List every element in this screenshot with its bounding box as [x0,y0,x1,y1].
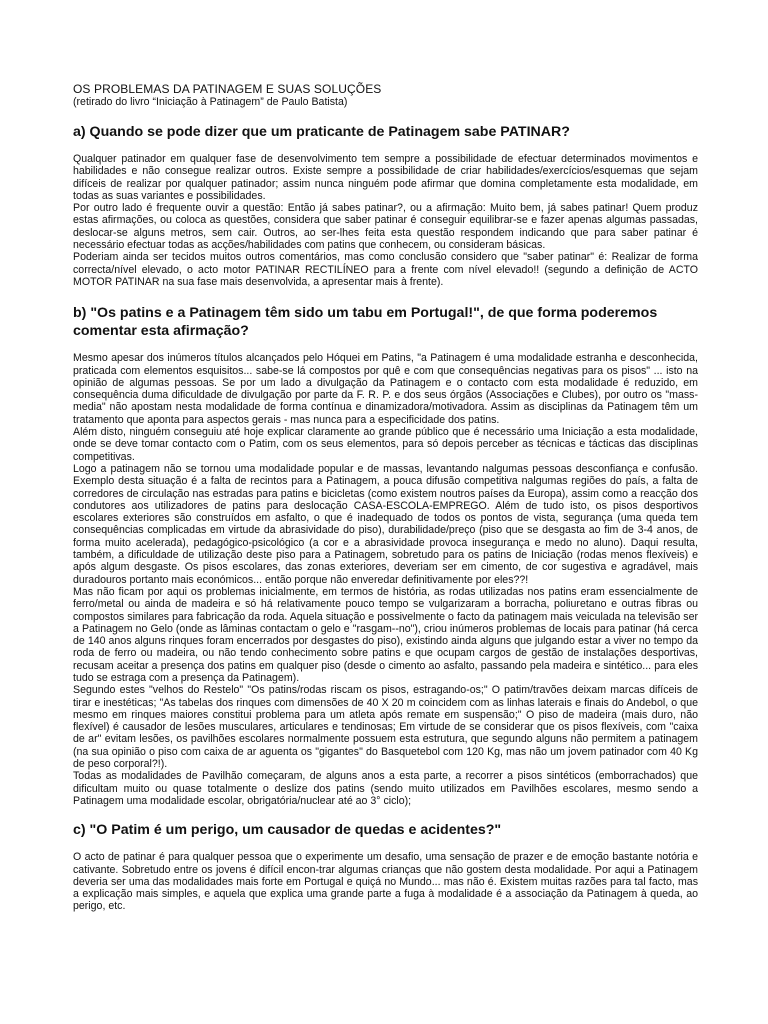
paragraph: O acto de patinar é para qualquer pessoa que o experimente um desafio, uma sensação de prazer e de emoção bastante notória e cativante. Sobretudo entre os jovens é difícil encon-trar algumas crianças que não gostem desta modalidade. Por aqui a Patinagem deveria ser uma das modalidades mais forte em Portugal e quiçá no Mundo... mas não é. Existem muitas razões para tal facto, mas a explicação mais simples, e aquela que explica uma grande parte a fuga à modalidade é a associação da Patinagem à queda, ao perigo, etc. [73,851,698,913]
section-c-heading: c) "O Patim é um perigo, um causador de quedas e acidentes?" [73,822,502,839]
paragraph: Mas não ficam por aqui os problemas inicialmente, em termos de história, as rodas utilizadas nos patins eram essencialmente de ferro/metal ou ainda de madeira e só há relativamente pouco tempo se vulgarizaram a borracha, poliuretano e outras fibras ou compostos similares para fabricação da roda. Aquela situação e possivelmente o facto da patinagem mais veiculada na televisão ser a Patinagem no Gelo (onde as lâminas contactam o gelo e "rasgam--no"), criou inúmeros problemas de locais para patinar (há cerca de 140 anos alguns rinques foram encerrados por desgastes do piso), existindo ainda alguns que julgando estar a viver no tempo da roda de ferro ou madeira, ou não tendo conhecimento sobre patins e que ocupam cargos de gestão de instalações desportivas, recusam aceitar a presença dos patins em qualquer piso (desde o cimento ao asfalto, passando pela madeira e sintético... para eles tudo se estraga com a presença da Patinagem). [73,585,698,684]
paragraph: Mesmo apesar dos inúmeros títulos alcançados pelo Hóquei em Patins, "a Patinagem é uma modalidade estranha e desconhecida, praticada com elementos esquisitos... sabe-se lá compostos por quê e com que consequências negativas para os pisos" ... isto na opinião de algumas pessoas. Se por um lado a divulgação da Patinagem e o contacto com esta modalidade é reduzido, em consequência duma dificuldade de divulgação por parte da F. R. P. e dos seus órgãos (Associações e Clubes), por outro os "mass-media" não apostam nesta modalidade de forma contínua e dinamizadora/motivadora. Assim as disciplinas da Patinagem têm um tratamento que aponta para aspectos gerais - mas nunca para a especificidade dos patins. [73,352,698,426]
document-title: OS PROBLEMAS DA PATINAGEM E SUAS SOLUÇÕES [73,82,382,96]
section-b-heading: b) "Os patins e a Patinagem têm sido um tabu em Portugal!", de que forma poderemos comentar esta afirmação? [73,305,658,340]
section-a [73,123,698,288]
section-a-heading: a) Quando se pode dizer que um praticante de Patinagem sabe PATINAR? [73,124,570,140]
document-subtitle: (retirado do livro “Iniciação à Patinagem” de Paulo Batista) [73,96,348,108]
section-c [73,821,698,912]
paragraph: Além disto, ninguém conseguiu até hoje explicar claramente ao grande público que é necessário uma Iniciação a esta modalidade, onde se deve tomar contacto com o Patim, com os seus elementos, para só depois perceber as técnicas e tácticas das disciplinas competitivas. [73,426,698,463]
paragraph: Todas as modalidades de Pavilhão começaram, de alguns anos a esta parte, a recorrer a pisos sintéticos (emborrachados) que dificultam muito ou quase totalmente o deslize dos patins (sendo muito utilizados em Pavilhões escolares, mesmo sendo a Patinagem uma modalidade escolar, obrigatória/nuclear até ao 3° ciclo); [73,770,698,807]
paragraph: Logo a patinagem não se tornou uma modalidade popular e de massas, levantando nalgumas pessoas desconfiança e confusão. Exemplo desta situação é a falta de recintos para a Patinagem, a pouca difusão competitiva nalgumas regiões do país, a falta de corredores de circulação nas estradas para patins e bicicletas (como existem noutros países da Europa), assim como a reacção dos condutores aos utilizadores de patins para deslocação CASA-ESCOLA-EMPREGO. Além de tudo isto, os pisos desportivos escolares exteriores são construídos em asfalto, o que é inadequado de todos os pontos de vista, segurança (uma queda tem consequências complicadas em virtude da abrasividade do piso), durabilidade/preço (piso que se desgasta ao fim de 3-4 anos, de forma muito acelerada), pedagógico-psicológico (a cor e a abrasividade provoca insegurança e medo no aluno). Daqui resulta, também, a dificuldade de utilização deste piso para a Patinagem, sobretudo para os patins de Iniciação (rodas menos flexíveis) e após algum desgaste. Os pisos escolares, das zonas exteriores, deveriam ser em cimento, de cor sugestiva e agradável, mais duradouros portanto mais económicos... então porque não enveredar definitivamente por eles??! [73,462,698,586]
paragraph: Qualquer patinador em qualquer fase de desenvolvimento tem sempre a possibilidade de efectuar determinados movimentos e habilidades e não consegue realizar outros. Existe sempre a possibilidade de criar habilidades/exercícios/esquemas que sejam difíceis de realizar por qualquer patinador; assim nunca ninguém pode afirmar que domina completamente esta modalidade, em todas as suas variantes e possibilidades. [73,153,698,202]
paragraph: Segundo estes "velhos do Restelo" "Os patins/rodas riscam os pisos, estragando-os;" O patim/travões deixam marcas difíceis de tirar e inestéticas; "As tabelas dos rinques com dimensões de 40 X 20 m coincidem com as linhas laterais e finais do Andebol, o que mesmo em rinques maiores constitui problema para um atleta após remate em suspensão;" O piso de madeira (mais duro, não flexível) é causador de lesões musculares, articulares e tendinosas; Em virtude de se considerar que os pisos flexíveis, com "caixa de ar" evitam lesões, os pavilhões escolares normalmente possuem esta estrutura, que segundo alguns não permitem a patinagem (na sua opinião o piso com caixa de ar aguenta os "gigantes" do Basquetebol com 120 Kg, mas não um jovem patinador com 40 Kg de peso corporal?!). [73,684,698,771]
section-b [73,304,698,807]
paragraph: Por outro lado é frequente ouvir a questão: Então já sabes patinar?, ou a afirmação: Muito bem, já sabes patinar! Quem produz estas afirmações, ou coloca as questões, considera que saber patinar é conseguir equilibrar-se e fazer apenas algumas passadas, deslocar-se alguns metros, sem cair. Outros, ao ser-lhes feita esta questão respondem indicando que para saber patinar é necessário efectuar todas as acções/habilidades com patins que conhecem, ou consideram básicas. [73,202,698,252]
paragraph: Poderiam ainda ser tecidos muitos outros comentários, mas como conclusão considero que "saber patinar" é: Realizar de forma correcta/nível elevado, o acto motor PATINAR RECTILÍNEO para a frente com nível elevado!! (segundo a definição de ACTO MOTOR PATINAR na sua fase mais desenvolvida, a apresentar mais à frente). [73,251,698,288]
